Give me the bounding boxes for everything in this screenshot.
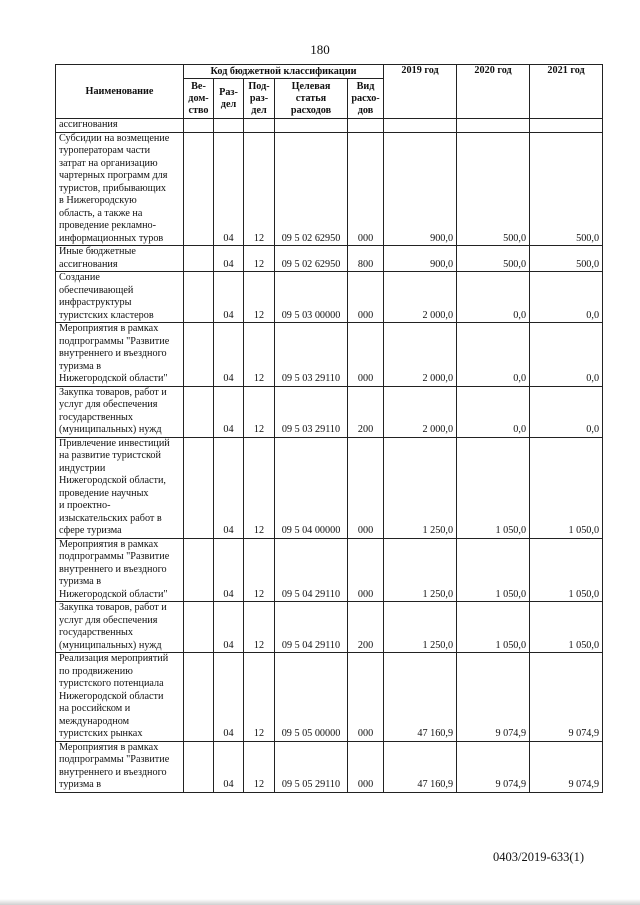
- row-name-line: проведение рекламно-: [59, 220, 157, 231]
- row-name-line: услуг для обеспечения: [59, 399, 158, 410]
- row-name-line: Создание: [59, 272, 100, 283]
- header-razdel: Раз- дел: [214, 79, 244, 119]
- header-target: Целевая статья расходов: [275, 79, 348, 119]
- row-name: [56, 653, 184, 742]
- row-name-line: Мероприятия в рамках: [59, 741, 159, 753]
- row-name-line: Закупка товаров, работ и: [59, 602, 167, 613]
- row-target: 09 5 04 29110: [275, 602, 348, 653]
- row-razdel: 04: [214, 272, 244, 323]
- row-value-2021: [530, 119, 603, 133]
- row-value-2020: 0,0: [457, 386, 530, 437]
- row-name-line: на российском и: [59, 703, 131, 714]
- row-value-2021: 1 050,0: [530, 538, 603, 602]
- row-name-line: индустрии: [59, 462, 106, 474]
- row-name-line: и проектно-: [59, 500, 111, 511]
- table-row: [56, 538, 603, 602]
- row-name-line: Привлечение инвестиций: [59, 437, 170, 449]
- header-name: Наименование: [56, 65, 184, 119]
- row-value-2019: 900,0: [384, 246, 457, 272]
- row-name-line: ассигнования: [59, 258, 118, 270]
- header-2019: 2019 год: [384, 65, 457, 119]
- row-target: 09 5 02 62950: [275, 132, 348, 246]
- table-row: [56, 653, 603, 742]
- row-name-line: в Нижегородскую: [59, 195, 137, 206]
- row-name-line: (муниципальных) нужд: [59, 639, 162, 651]
- row-vid: 200: [348, 602, 384, 653]
- row-name-line: изыскательских работ в: [59, 512, 162, 524]
- row-ved: [184, 119, 214, 133]
- row-razdel: 04: [214, 323, 244, 387]
- header-podrazdel: Под- раз- дел: [244, 79, 275, 119]
- header-2021: 2021 год: [530, 65, 603, 119]
- row-value-2021: 9 074,9: [530, 653, 603, 742]
- row-value-2019: [384, 119, 457, 133]
- row-vid: 000: [348, 653, 384, 742]
- row-vid: 000: [348, 132, 384, 246]
- row-podrazdel: 12: [244, 246, 275, 272]
- row-vid: 000: [348, 741, 384, 792]
- scan-edge: [0, 899, 640, 905]
- row-podrazdel: 12: [244, 272, 275, 323]
- row-name-line: Иные бюджетные: [59, 246, 136, 257]
- row-podrazdel: 12: [244, 538, 275, 602]
- row-name-line: (муниципальных) нужд: [59, 424, 162, 435]
- row-vid: 000: [348, 538, 384, 602]
- row-name-line: чартерных программ для: [59, 170, 168, 181]
- row-ved: [184, 538, 214, 602]
- row-name-line: внутреннего и въездного: [59, 563, 167, 575]
- page-number: 180: [310, 42, 330, 57]
- row-value-2021: 500,0: [530, 246, 603, 272]
- row-name-line: Мероприятия в рамках: [59, 538, 159, 550]
- row-name-line: государственных: [59, 627, 133, 638]
- row-razdel: 04: [214, 653, 244, 742]
- row-name-line: проведение научных: [59, 487, 149, 499]
- document-code: 0403/2019-633(1): [493, 850, 584, 864]
- row-value-2020: 0,0: [457, 323, 530, 387]
- row-target: 09 5 03 00000: [275, 272, 348, 323]
- header-2020: 2020 год: [457, 65, 530, 119]
- row-name: [56, 132, 184, 246]
- row-value-2019: 47 160,9: [384, 741, 457, 792]
- row-name-line: Нижегородской области": [59, 373, 168, 384]
- row-name: [56, 119, 184, 133]
- table-row: [56, 602, 603, 653]
- table-row: [56, 272, 603, 323]
- row-value-2019: 2 000,0: [384, 386, 457, 437]
- row-name-line: Закупка товаров, работ и: [59, 386, 167, 398]
- row-name-line: международном: [59, 715, 130, 727]
- row-razdel: 04: [214, 602, 244, 653]
- row-name-line: Субсидии на возмещение: [59, 132, 170, 144]
- row-vid: 200: [348, 386, 384, 437]
- row-name-line: Мероприятия в рамках: [59, 323, 159, 334]
- table-row: [56, 132, 603, 246]
- row-value-2019: 1 250,0: [384, 602, 457, 653]
- row-ved: [184, 653, 214, 742]
- row-ved: [184, 602, 214, 653]
- row-name-line: обеспечивающей: [59, 284, 134, 296]
- row-ved: [184, 437, 214, 538]
- row-value-2021: 500,0: [530, 132, 603, 246]
- row-ved: [184, 246, 214, 272]
- row-name-line: Нижегородской области": [59, 588, 168, 600]
- table-row: [56, 323, 603, 387]
- table-header: [56, 65, 603, 119]
- row-value-2020: 500,0: [457, 132, 530, 246]
- row-vid: 000: [348, 272, 384, 323]
- row-vid: [348, 119, 384, 133]
- row-name-line: туристов, прибывающих: [59, 182, 167, 194]
- row-name-line: подпрограммы "Развитие: [59, 551, 170, 562]
- row-ved: [184, 132, 214, 246]
- row-podrazdel: 12: [244, 741, 275, 792]
- row-name-line: по продвижению: [59, 665, 133, 677]
- row-value-2019: 900,0: [384, 132, 457, 246]
- row-name-line: затрат на организацию: [59, 157, 158, 169]
- row-name-line: Нижегородской области,: [59, 475, 166, 486]
- row-name-line: инфраструктуры: [59, 297, 132, 308]
- table-row: [56, 741, 603, 792]
- table-row: [56, 119, 603, 133]
- row-razdel: 04: [214, 437, 244, 538]
- table-row: [56, 437, 603, 538]
- row-ved: [184, 272, 214, 323]
- row-name: [56, 741, 184, 792]
- row-value-2020: 9 074,9: [457, 653, 530, 742]
- row-name-line: область, а также на: [59, 207, 143, 219]
- row-name-line: информационных туров: [59, 232, 164, 244]
- row-value-2021: 9 074,9: [530, 741, 603, 792]
- row-value-2020: [457, 119, 530, 133]
- row-razdel: 04: [214, 538, 244, 602]
- header-ved: Ве- дом- ство: [184, 79, 214, 119]
- row-name-line: подпрограммы "Развитие: [59, 754, 170, 765]
- row-value-2019: 1 250,0: [384, 538, 457, 602]
- row-value-2020: 1 050,0: [457, 437, 530, 538]
- row-name: [56, 602, 184, 653]
- row-value-2020: 1 050,0: [457, 602, 530, 653]
- row-value-2021: 1 050,0: [530, 602, 603, 653]
- row-name-line: государственных: [59, 411, 133, 423]
- row-value-2021: 0,0: [530, 386, 603, 437]
- row-razdel: 04: [214, 246, 244, 272]
- row-name-line: туризма в: [59, 360, 102, 372]
- row-name-line: внутреннего и въездного: [59, 766, 167, 778]
- budget-table: [55, 64, 603, 793]
- row-podrazdel: 12: [244, 386, 275, 437]
- row-name: [56, 386, 184, 437]
- table-row: [56, 386, 603, 437]
- row-name: [56, 437, 184, 538]
- row-name-line: туроператорам части: [59, 145, 151, 156]
- row-target: 09 5 05 29110: [275, 741, 348, 792]
- row-value-2021: 0,0: [530, 323, 603, 387]
- row-target: 09 5 04 00000: [275, 437, 348, 538]
- row-name-line: ассигнования: [59, 119, 118, 130]
- row-target: 09 5 05 00000: [275, 653, 348, 742]
- row-value-2020: 500,0: [457, 246, 530, 272]
- row-podrazdel: 12: [244, 602, 275, 653]
- row-target: 09 5 02 62950: [275, 246, 348, 272]
- row-name-line: сфере туризма: [59, 525, 122, 536]
- row-value-2020: 0,0: [457, 272, 530, 323]
- row-ved: [184, 323, 214, 387]
- row-value-2020: 1 050,0: [457, 538, 530, 602]
- row-name-line: внутреннего и въездного: [59, 348, 167, 359]
- row-name-line: туристского потенциала: [59, 678, 164, 689]
- row-name: [56, 272, 184, 323]
- row-value-2019: 2 000,0: [384, 272, 457, 323]
- row-razdel: 04: [214, 132, 244, 246]
- row-name-line: подпрограммы "Развитие: [59, 335, 170, 347]
- row-razdel: [214, 119, 244, 133]
- row-value-2021: 1 050,0: [530, 437, 603, 538]
- row-podrazdel: [244, 119, 275, 133]
- row-name: [56, 538, 184, 602]
- row-target: 09 5 03 29110: [275, 386, 348, 437]
- row-ved: [184, 741, 214, 792]
- row-name-line: туристских рынках: [59, 728, 143, 739]
- row-vid: 000: [348, 437, 384, 538]
- row-podrazdel: 12: [244, 437, 275, 538]
- row-name: [56, 323, 184, 387]
- row-name-line: услуг для обеспечения: [59, 614, 158, 626]
- row-value-2019: 1 250,0: [384, 437, 457, 538]
- row-target: 09 5 04 29110: [275, 538, 348, 602]
- row-value-2021: 0,0: [530, 272, 603, 323]
- row-value-2019: 2 000,0: [384, 323, 457, 387]
- row-name-line: туризма в: [59, 576, 102, 587]
- row-podrazdel: 12: [244, 323, 275, 387]
- row-ved: [184, 386, 214, 437]
- row-target: [275, 119, 348, 133]
- header-code-group: Код бюджетной классификации: [184, 65, 384, 79]
- row-name-line: на развитие туристской: [59, 450, 161, 461]
- row-vid: 800: [348, 246, 384, 272]
- row-value-2019: 47 160,9: [384, 653, 457, 742]
- row-vid: 000: [348, 323, 384, 387]
- row-target: 09 5 03 29110: [275, 323, 348, 387]
- row-name-line: Реализация мероприятий: [59, 653, 169, 664]
- row-name-line: туристских кластеров: [59, 309, 154, 321]
- row-podrazdel: 12: [244, 132, 275, 246]
- row-razdel: 04: [214, 386, 244, 437]
- table-row: [56, 246, 603, 272]
- row-name-line: туризма в: [59, 779, 102, 790]
- header-vid: Вид расхо- дов: [348, 79, 384, 119]
- table-body: [56, 119, 603, 793]
- row-value-2020: 9 074,9: [457, 741, 530, 792]
- row-podrazdel: 12: [244, 653, 275, 742]
- row-razdel: 04: [214, 741, 244, 792]
- row-name-line: Нижегородской области: [59, 690, 164, 702]
- row-name: [56, 246, 184, 272]
